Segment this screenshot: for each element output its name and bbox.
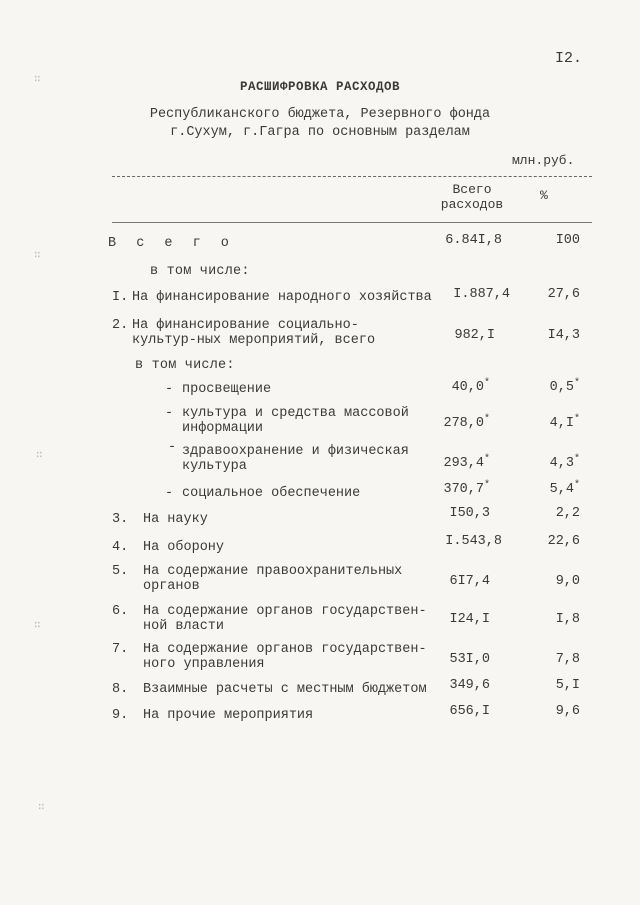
scan-smudge: ∷ (34, 74, 41, 86)
bullet-dash: - (165, 382, 174, 397)
row-value: 349,6 (449, 678, 490, 693)
document-title: РАСШИФРОВКА РАСХОДОВ (239, 80, 401, 94)
sub-row-percent: 0,5 (549, 380, 574, 395)
scan-smudge: ∷ (34, 620, 41, 632)
row-label: На содержание органов государствен-ной власти (143, 604, 427, 634)
row-label: На прочие мероприятия (143, 708, 314, 723)
sub-row-label: просвещение (182, 382, 272, 397)
sub-row-value: 278,0 (443, 416, 484, 431)
row-value: I.887,4 (453, 287, 510, 302)
row-value: 6I7,4 (449, 574, 490, 589)
total-percent: I00 (555, 233, 580, 248)
row-value: I24,I (449, 612, 490, 627)
row-value: I.543,8 (445, 534, 502, 549)
row-percent: 5,I (555, 678, 580, 693)
row-label: На финансирование народного хозяйства (132, 290, 432, 305)
row-number: 3. (112, 512, 129, 527)
row-label: На оборону (143, 540, 225, 555)
page-number: I2. (555, 50, 583, 67)
row-label: Взаимные расчеты с местным бюджетом (143, 682, 427, 697)
scan-smudge: ∷ (38, 802, 45, 814)
row-value: 656,I (449, 704, 490, 719)
row-value: 53I,0 (449, 652, 490, 667)
sub-row-percent: 5,4 (549, 482, 574, 497)
total-value: 6.84I,8 (445, 233, 502, 248)
bullet-dash: - (165, 486, 174, 501)
asterisk-mark: * (573, 480, 580, 491)
asterisk-mark: * (573, 378, 580, 389)
sub-row-percent: 4,3 (549, 456, 574, 471)
asterisk-mark: * (573, 414, 580, 425)
header-total: Всего расходов (440, 182, 504, 212)
asterisk-mark: * (483, 378, 490, 389)
row-number: 8. (112, 682, 129, 697)
bullet-dash: - (165, 406, 174, 421)
units-label: млн.руб. (512, 153, 575, 168)
row-percent: I,8 (555, 612, 580, 627)
row-percent: 2,2 (555, 506, 580, 521)
table-top-rule (112, 176, 592, 177)
row-label: На содержание правоохранительных органов (143, 564, 403, 594)
document-subtitle-line2: г.Сухум, г.Гагра по основным разделам (170, 125, 470, 140)
header-percent: % (540, 188, 548, 203)
row-label: На науку (143, 512, 208, 527)
document-subtitle-line1: Республиканского бюджета, Резервного фонда (149, 107, 491, 122)
row-percent: 7,8 (555, 652, 580, 667)
sub-including-label: в том числе: (135, 358, 235, 373)
row-number: 4. (112, 540, 129, 555)
row-number: 7. (112, 642, 129, 657)
sub-row-value: 293,4 (443, 456, 484, 471)
row-percent: 27,6 (547, 287, 580, 302)
row-value: 982,I (454, 328, 495, 343)
table-header-rule (112, 222, 592, 223)
row-percent: 22,6 (547, 534, 580, 549)
asterisk-mark: * (483, 454, 490, 465)
row-number: 5. (112, 564, 129, 579)
row-percent: 9,6 (555, 704, 580, 719)
row-number: 9. (112, 708, 129, 723)
scan-smudge: ∷ (34, 250, 41, 262)
sub-row-value: 370,7 (443, 482, 484, 497)
sub-row-percent: 4,I (549, 416, 574, 431)
sub-row-label: культура и средства массовой информации (182, 406, 409, 436)
row-number: 6. (112, 604, 129, 619)
row-value: I50,3 (449, 506, 490, 521)
sub-row-value: 40,0 (451, 380, 484, 395)
including-label: в том числе: (150, 264, 250, 279)
scan-smudge: ∷ (36, 450, 43, 462)
asterisk-mark: * (483, 480, 490, 491)
row-label: На содержание органов государствен-ного управления (143, 642, 427, 672)
sub-row-label: социальное обеспечение (182, 486, 361, 501)
bullet-dash: - (168, 440, 177, 455)
total-label: В с е г о (108, 236, 235, 251)
row-percent: I4,3 (547, 328, 580, 343)
row-label: На финансирование социально-культур-ных мероприятий, всего (132, 318, 376, 348)
row-percent: 9,0 (555, 574, 580, 589)
asterisk-mark: * (573, 454, 580, 465)
asterisk-mark: * (483, 414, 490, 425)
row-number: I. (112, 290, 129, 305)
row-number: 2. (112, 318, 129, 333)
sub-row-label: здравоохранение и физическая культура (182, 444, 409, 474)
